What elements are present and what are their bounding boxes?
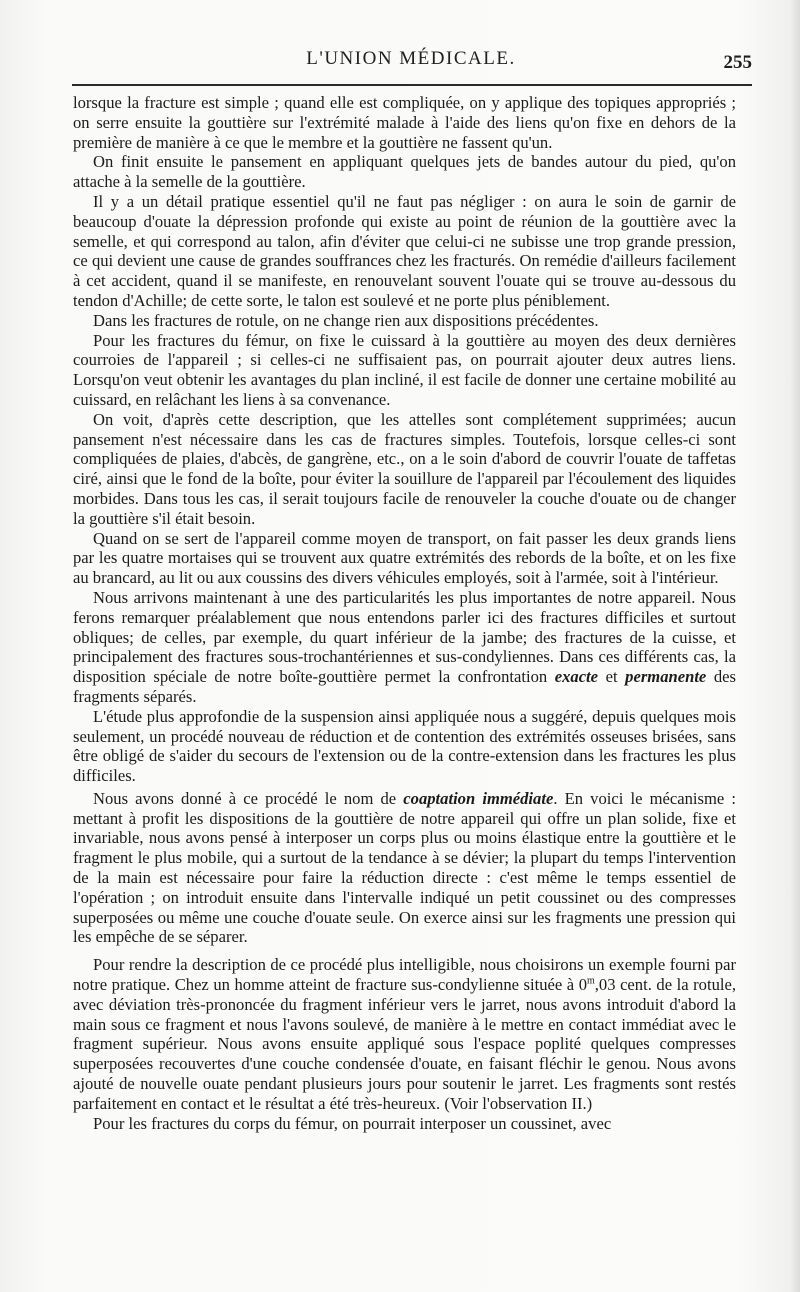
emphasized-text: permanente: [625, 667, 707, 687]
page-number: 255: [723, 52, 752, 73]
text-run: Pour rendre la description de ce procédé plus intelligible, nous choisirons un exemple fourni par notre pratique. Chez un homme atteint de fracture sus-condylienne située à 0: [73, 955, 736, 995]
text-run: des fragments séparés.: [73, 667, 736, 706]
page-edge-shadow: [790, 0, 800, 1292]
header-rule: [72, 84, 752, 86]
text-run: Pour les fractures du fémur, on fixe le cuissard à la gouttière au moyen des deux dernières courroies de l'appareil ; si celles-ci ne suffisaient pas, on pourrait ajouter deux autres liens. Lorsqu'on veut obtenir les avantages du plan incliné, il est facile de donner une certaine mobilité au cuissard, en relâchant les liens à sa convenance.: [73, 330, 736, 409]
text-run: Quand on se sert de l'appareil comme moyen de transport, on fait passer les deux grands liens par les quatre mortaises qui se trouvent aux quatre extrémités des rebords de la boîte, et on les fixe au brancard, au lit ou aux coussins des divers véhicules employés, soit à l'armée, soit à l'intérieur.: [73, 528, 736, 588]
paragraph: [73, 93, 736, 152]
paragraph: [73, 955, 736, 1113]
text-run: Dans les fractures de rotule, on ne change rien aux dispositions précédentes.: [93, 310, 599, 330]
text-run: Nous arrivons maintenant à une des particularités les plus importantes de notre appareil. Nous ferons remarquer préalablement que nous entendons parler ici des fractures difficiles et surtout obliques; de celles, par exemple, du quart inférieur de la jambe; des fractures de la cuisse, et principalement des fractures sous-trochantériennes et sus-condyliennes. Dans ces différents cas, la disposition spéciale de notre boîte-gouttière permet la confrontation: [73, 587, 736, 687]
text-run: On finit ensuite le pansement en appliquant quelques jets de bandes autour du pied, qu'on attache à la semelle de la gouttière.: [73, 152, 736, 192]
emphasized-text: exacte: [554, 667, 599, 687]
paragraph: [73, 152, 736, 192]
body-text: [73, 93, 736, 1133]
text-run: Nous avons donné à ce procédé le nom de: [93, 788, 404, 808]
page-header: [70, 46, 752, 76]
emphasized-text: coaptation immédiate: [403, 788, 554, 808]
text-run: ,03 cent. de la rotule, avec déviation très-prononcée du fragment inférieur vers le jarret, nous avons introduit d'abord la main sous ce fragment et nous l'avons soulevé, de manière à le mettre en contact immédiat avec le fragment supérieur. Nous avons ensuite appliqué sous l'espace poplité quelques compresses superposées recouvertes d'une couche condensée d'ouate, en faisant fléchir le genou. Nous avons ajouté de nouvelle ouate pendant plusieurs jours pour soutenir le jarret. Les fragments sont restés parfaitement en contact et le résultat a été très-heureux. (Voir l'observation II.): [73, 975, 736, 1113]
superscript-unit: m: [587, 975, 595, 987]
paragraph: [73, 410, 736, 529]
text-run: On voit, d'après cette description, que les attelles sont complétement supprimées; aucun pansement n'est nécessaire dans les cas de fractures simples. Toutefois, lorsque celles-ci sont compliquées de plaies, d'abcès, de gangrène, etc., on a le soin d'abord de couvrir l'ouate de taffetas ciré, ainsi que le fond de la boîte, pour éviter la souillure de l'appareil par l'écoulement des liquides morbides. Dans tous les cas, il serait toujours facile de renouveler la couche d'ouate ou de changer la gouttière s'il était besoin.: [73, 409, 736, 528]
paragraph: [73, 192, 736, 311]
text-run: Il y a un détail pratique essentiel qu'il ne faut pas négliger : on aura le soin de garnir de beaucoup d'ouate la dépression profonde qui existe au point de réunion de la gouttière avec la semelle, et qui correspond au talon, afin d'éviter que celui-ci ne subisse une trop grande pression, ce qui devient une cause de grandes souffrances chez les fracturés. On remédie d'ailleurs facilement à cet accident, quand il se manifeste, en renouvelant souvent l'ouate qui se trouve au-dessous du tendon d'Achille; de cette sorte, le talon est soulevé et ne porte plus péniblement.: [73, 191, 736, 310]
text-run: lorsque la fracture est simple ; quand elle est compliquée, on y applique des topiques appropriés ; on serre ensuite la gouttière sur l'extrémité malade à l'aide des liens qu'on fixe en dehors de la première de manière à ce que le membre et la gouttière ne fassent qu'un.: [73, 93, 736, 152]
text-run: L'étude plus approfondie de la suspension ainsi appliquée nous a suggéré, depuis quelques mois seulement, un procédé nouveau de réduction et de contention des extrémités osseuses brisées, sans être obligé de s'aider du secours de l'extension ou de la contre-extension dans les fractures les plus difficiles.: [73, 706, 736, 786]
paragraph: [73, 789, 736, 947]
paragraph: [73, 331, 736, 410]
text-run: . En voici le mécanisme : mettant à profit les dispositions de la gouttière de notre appareil qui offre un plan solide, fixe et invariable, nous avons pensé à interposer un corps plus ou moins élastique entre la gouttière et le fragment le plus mobile, qui a surtout de la tendance à se dévier; la plupart du temps l'intervention de la main est nécessaire pour faire la réduction directe : c'est même le temps essentiel de l'opération ; on introduit ensuite dans l'intervalle indiqué un petit coussinet ou des compresses superposées ou même une couche d'ouate seule. On exerce ainsi sur les fragments une pression qui les empêche de se séparer.: [73, 788, 737, 947]
paragraph: [73, 707, 736, 786]
text-run: et: [598, 667, 626, 687]
paragraph: [73, 1114, 736, 1134]
paragraph: [73, 529, 736, 588]
paragraph: [73, 588, 736, 707]
text-run: Pour les fractures du corps du fémur, on pourrait interposer un coussinet, avec: [93, 1113, 612, 1133]
paragraph: [73, 311, 736, 331]
running-title: L'UNION MÉDICALE.: [306, 48, 516, 69]
